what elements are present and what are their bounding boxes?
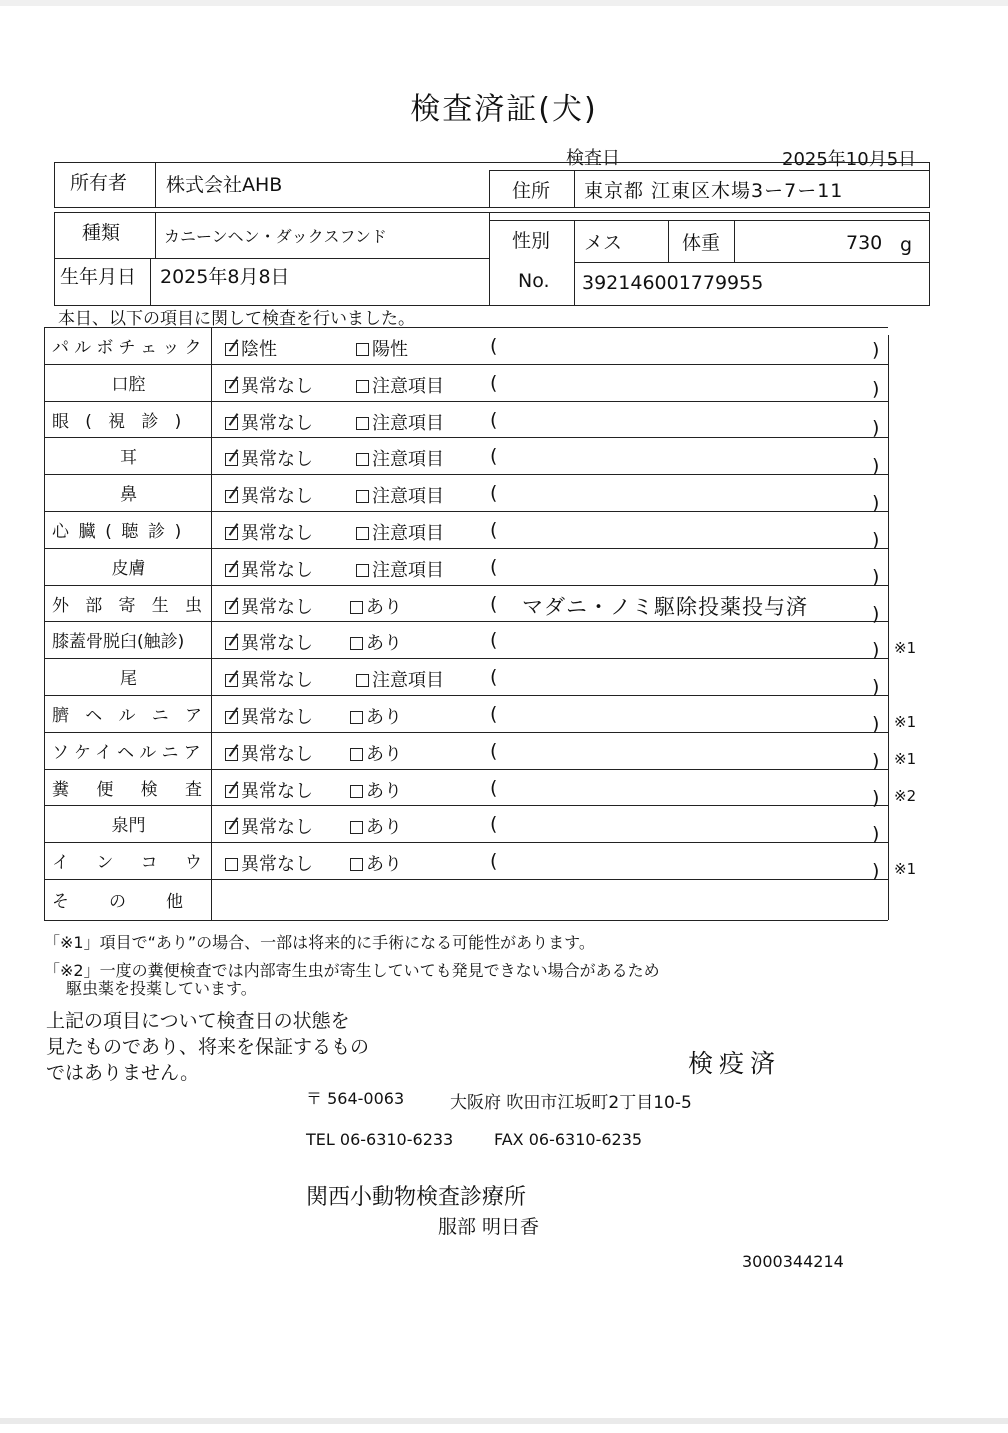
exam-row-label [52, 775, 230, 800]
note-open-paren: ( [490, 666, 498, 689]
scan-edge-top [0, 0, 1008, 6]
exam-row-label-text: 臍ヘルニア [52, 706, 219, 726]
exam-option-flag-label: あり [366, 596, 402, 618]
inspection-date-label: 検査日 [566, 148, 620, 169]
number-value: 392146001779955 [582, 272, 764, 294]
exam-option-normal-label: 異常なし [241, 670, 313, 692]
exam-row-note: マダニ・ノミ駆除投薬投与済 [522, 594, 808, 619]
exam-row-label-text: インコウ [52, 853, 230, 874]
checkbox-icon[interactable] [350, 601, 363, 614]
note-close-paren: ) [872, 492, 880, 515]
exam-row-label [52, 627, 205, 652]
exam-row-label [52, 554, 205, 579]
note-close-paren: ) [872, 676, 880, 699]
disclaimer-line-3: ではありません。 [46, 1062, 200, 1084]
checked-box-icon[interactable] [225, 711, 238, 724]
other-row-label-text: その他 [52, 892, 223, 912]
checked-box-icon[interactable] [225, 343, 238, 356]
exam-row-label [52, 738, 205, 763]
exam-option-flag-label: 注意項目 [372, 559, 444, 581]
exam-option-normal[interactable] [225, 445, 313, 471]
footnote-1: 「※1」項目で“あり”の場合、一部は将来的に手術になる可能性があります。 [44, 933, 595, 952]
quarantine-stamp: 検疫済 [688, 1049, 782, 1078]
checkbox-icon[interactable] [350, 711, 363, 724]
weight-label: 体重 [682, 232, 721, 254]
exam-option-normal-label: 異常なし [241, 854, 313, 876]
owner-value: 株式会社AHB [166, 174, 283, 196]
exam-row-label [52, 333, 205, 358]
clinic-tel: TEL 06-6310-6233 [306, 1130, 454, 1149]
exam-row-label [52, 443, 205, 468]
checkbox-icon[interactable] [356, 343, 369, 356]
exam-row-label-text: 口腔 [111, 374, 146, 395]
exam-row-mark: ※1 [894, 749, 917, 768]
note-close-paren: ) [872, 417, 880, 439]
note-open-paren: ( [490, 519, 498, 541]
exam-option-normal[interactable] [225, 372, 313, 398]
disclaimer-line-1: 上記の項目について検査日の状態を [46, 1010, 350, 1032]
exam-row-label [52, 811, 205, 836]
note-close-paren: ) [872, 749, 880, 772]
exam-option-flag[interactable] [356, 335, 408, 361]
exam-option-normal[interactable] [225, 556, 313, 582]
exam-option-flag-label: 注意項目 [372, 375, 444, 397]
exam-option-normal[interactable] [225, 813, 313, 839]
exam-row-label [52, 848, 230, 874]
exam-row-mark: ※2 [894, 786, 917, 805]
note-open-paren: ( [490, 813, 498, 836]
exam-option-normal[interactable] [225, 629, 313, 655]
exam-option-flag[interactable] [356, 372, 444, 398]
note-close-paren: ) [872, 860, 880, 883]
exam-row-label-text: 眼(視診) [52, 411, 198, 432]
checkbox-icon[interactable] [356, 564, 369, 577]
exam-option-flag-label: 注意項目 [372, 486, 444, 508]
exam-option-normal-label: 異常なし [241, 817, 313, 839]
checkbox-icon[interactable] [225, 858, 238, 871]
note-close-paren: ) [872, 823, 880, 846]
checkbox-icon[interactable] [356, 380, 369, 393]
exam-row-mark: ※1 [894, 639, 917, 658]
exam-option-normal[interactable] [225, 740, 313, 766]
note-open-paren: ( [490, 335, 498, 357]
exam-option-flag-label: あり [366, 817, 402, 839]
note-open-paren: ( [490, 739, 498, 762]
exam-option-flag[interactable] [350, 629, 402, 655]
checkbox-icon[interactable] [350, 821, 363, 834]
checked-box-icon[interactable] [225, 564, 238, 577]
exam-option-normal-label: 異常なし [241, 743, 313, 765]
postal-code: 〒 564-0063 [306, 1089, 405, 1108]
dob-value: 2025年8月8日 [160, 266, 290, 288]
inspection-date: 2025年10月5日 [782, 149, 917, 170]
checkbox-icon[interactable] [350, 858, 363, 871]
clinic-name: 関西小動物検査診療所 [306, 1185, 527, 1210]
number-label: No. [518, 270, 550, 292]
note-close-paren: ) [872, 339, 880, 361]
exam-option-flag[interactable] [350, 740, 402, 766]
exam-option-flag-label: 注意項目 [372, 670, 444, 692]
exam-option-flag[interactable] [350, 593, 402, 619]
exam-option-flag[interactable] [356, 556, 444, 582]
exam-row-label-text: 尾 [120, 669, 137, 690]
checkbox-icon[interactable] [356, 490, 369, 503]
note-open-paren: ( [490, 408, 498, 431]
document-id: 3000344214 [742, 1252, 844, 1271]
exam-option-flag-label: あり [366, 707, 402, 728]
note-close-paren: ) [872, 639, 880, 662]
checked-box-icon[interactable] [225, 601, 238, 614]
owner-label: 所有者 [70, 172, 128, 194]
checked-box-icon[interactable] [225, 417, 238, 430]
checked-box-icon[interactable] [225, 785, 238, 798]
disclaimer-line-2: 見たものであり、将来を保証するもの [46, 1036, 370, 1058]
exam-row-label [52, 407, 205, 432]
exam-option-normal[interactable] [225, 666, 313, 692]
address-label: 住所 [512, 180, 551, 202]
exam-option-normal-label: 異常なし [241, 523, 313, 544]
note-open-paren: ( [490, 555, 498, 578]
exam-option-flag-label: あり [366, 854, 402, 876]
exam-option-flag-label: 陽性 [372, 339, 408, 360]
dob-label: 生年月日 [60, 266, 137, 288]
exam-row-label [52, 370, 205, 395]
exam-row-mark: ※1 [894, 860, 917, 879]
note-close-paren: ) [872, 378, 880, 400]
checked-box-icon[interactable] [225, 674, 238, 687]
weight-unit: g [900, 234, 913, 256]
note-open-paren: ( [490, 850, 498, 873]
exam-option-normal-label: 異常なし [241, 412, 313, 434]
checkbox-icon[interactable] [350, 748, 363, 761]
sex-label: 性別 [512, 230, 551, 252]
weight-value: 730 [846, 232, 883, 254]
exam-option-normal-label: 異常なし [241, 633, 313, 655]
note-close-paren: ) [872, 602, 880, 625]
exam-option-normal-label: 異常なし [241, 707, 313, 728]
exam-option-normal-label: 異常なし [241, 596, 313, 618]
exam-option-flag[interactable] [350, 777, 402, 803]
exam-option-normal[interactable] [225, 777, 313, 803]
exam-option-flag[interactable] [356, 445, 444, 471]
exam-option-normal-label: 異常なし [241, 449, 313, 471]
checkbox-icon[interactable] [356, 453, 369, 466]
clinic-address: 大阪府 吹田市江坂町2丁目10-5 [450, 1093, 692, 1113]
note-open-paren: ( [490, 371, 498, 394]
exam-option-flag-label: あり [366, 743, 402, 765]
note-open-paren: ( [490, 445, 498, 468]
breed-value: カニーンヘン・ダックスフンド [164, 227, 387, 246]
exam-option-normal-label: 異常なし [241, 559, 313, 581]
exam-row-label-text: パルボチェック [52, 338, 207, 358]
exam-option-flag[interactable] [356, 519, 444, 545]
checkbox-icon[interactable] [356, 417, 369, 430]
note-close-paren: ) [872, 529, 880, 551]
note-open-paren: ( [490, 776, 498, 799]
exam-row-label [52, 664, 205, 689]
exam-option-flag-label: 注意項目 [372, 412, 444, 434]
exam-option-normal[interactable] [225, 703, 313, 729]
exam-row-label [52, 517, 205, 542]
clinic-fax: FAX 06-6310-6235 [494, 1130, 643, 1149]
checked-box-icon[interactable] [225, 527, 238, 540]
checked-box-icon[interactable] [225, 748, 238, 761]
checked-box-icon[interactable] [225, 490, 238, 503]
exam-option-normal[interactable] [225, 593, 313, 619]
other-row-label [52, 887, 223, 912]
exam-row-label [52, 591, 219, 616]
exam-row-mark: ※1 [894, 713, 917, 731]
exam-row-label [52, 480, 205, 505]
exam-row-label [52, 701, 219, 726]
exam-option-flag-label: あり [366, 780, 402, 802]
doctor-name: 服部 明日香 [438, 1216, 540, 1238]
intro-text: 本日、以下の項目に関して検査を行いました。 [58, 309, 415, 329]
checkbox-icon[interactable] [350, 785, 363, 798]
exam-option-normal[interactable] [225, 409, 313, 435]
exam-option-flag[interactable] [356, 482, 444, 508]
checked-box-icon[interactable] [225, 453, 238, 466]
exam-option-normal[interactable] [225, 335, 277, 361]
exam-option-flag[interactable] [356, 409, 444, 435]
exam-option-normal[interactable] [225, 519, 313, 545]
exam-row-label-text: 心臓(聴診) [52, 522, 191, 542]
exam-option-normal-label: 異常なし [241, 375, 313, 397]
address-value: 東京都 江東区木場3ー7ー11 [584, 180, 844, 202]
checkbox-icon[interactable] [356, 527, 369, 540]
exam-option-flag[interactable] [356, 666, 444, 692]
page-title: 検査済証(犬) [410, 92, 598, 127]
exam-row-label-text: 糞便検査 [52, 779, 230, 800]
exam-option-flag-label: 注意項目 [372, 449, 444, 471]
exam-option-flag[interactable] [350, 703, 402, 729]
note-open-paren: ( [490, 482, 498, 505]
scan-edge-bottom [0, 1418, 1008, 1424]
checkbox-icon[interactable] [356, 674, 369, 687]
exam-row-label-text: 鼻 [120, 485, 137, 506]
exam-option-normal-label: 異常なし [241, 486, 313, 508]
checked-box-icon[interactable] [225, 380, 238, 393]
exam-option-flag-label: あり [366, 633, 402, 655]
footnote-2a: 「※2」一度の糞便検査では内部寄生虫が寄生していても発見できない場合があるため [44, 961, 660, 980]
checkbox-icon[interactable] [350, 637, 363, 650]
note-close-paren: ) [872, 565, 880, 588]
exam-option-flag-label: 注意項目 [372, 523, 444, 544]
exam-option-normal[interactable] [225, 482, 313, 508]
checked-box-icon[interactable] [225, 637, 238, 650]
note-open-paren: ( [490, 592, 498, 615]
exam-option-flag[interactable] [350, 813, 402, 839]
exam-option-normal-label: 陰性 [241, 339, 277, 360]
exam-row-label-text: 耳 [120, 448, 137, 469]
exam-row-label-text: 外部寄生虫 [52, 595, 219, 616]
note-close-paren: ) [872, 713, 880, 735]
exam-row-label-text: 皮膚 [111, 558, 146, 579]
footnote-2b: 駆虫薬を投薬しています。 [66, 979, 257, 998]
exam-option-flag[interactable] [350, 850, 402, 876]
note-close-paren: ) [872, 455, 880, 478]
note-open-paren: ( [490, 703, 498, 725]
exam-option-normal-label: 異常なし [241, 780, 313, 802]
breed-label: 種類 [82, 222, 121, 244]
exam-option-normal[interactable] [225, 850, 313, 876]
exam-row-label-text: ソケイヘルニア [52, 742, 206, 763]
sex-value: メス [584, 232, 623, 254]
note-close-paren: ) [872, 786, 880, 809]
exam-row-label-text: 泉門 [111, 816, 146, 837]
note-open-paren: ( [490, 629, 498, 652]
exam-row-label-text: 膝蓋骨脱臼(触診) [52, 632, 185, 653]
checked-box-icon[interactable] [225, 821, 238, 834]
